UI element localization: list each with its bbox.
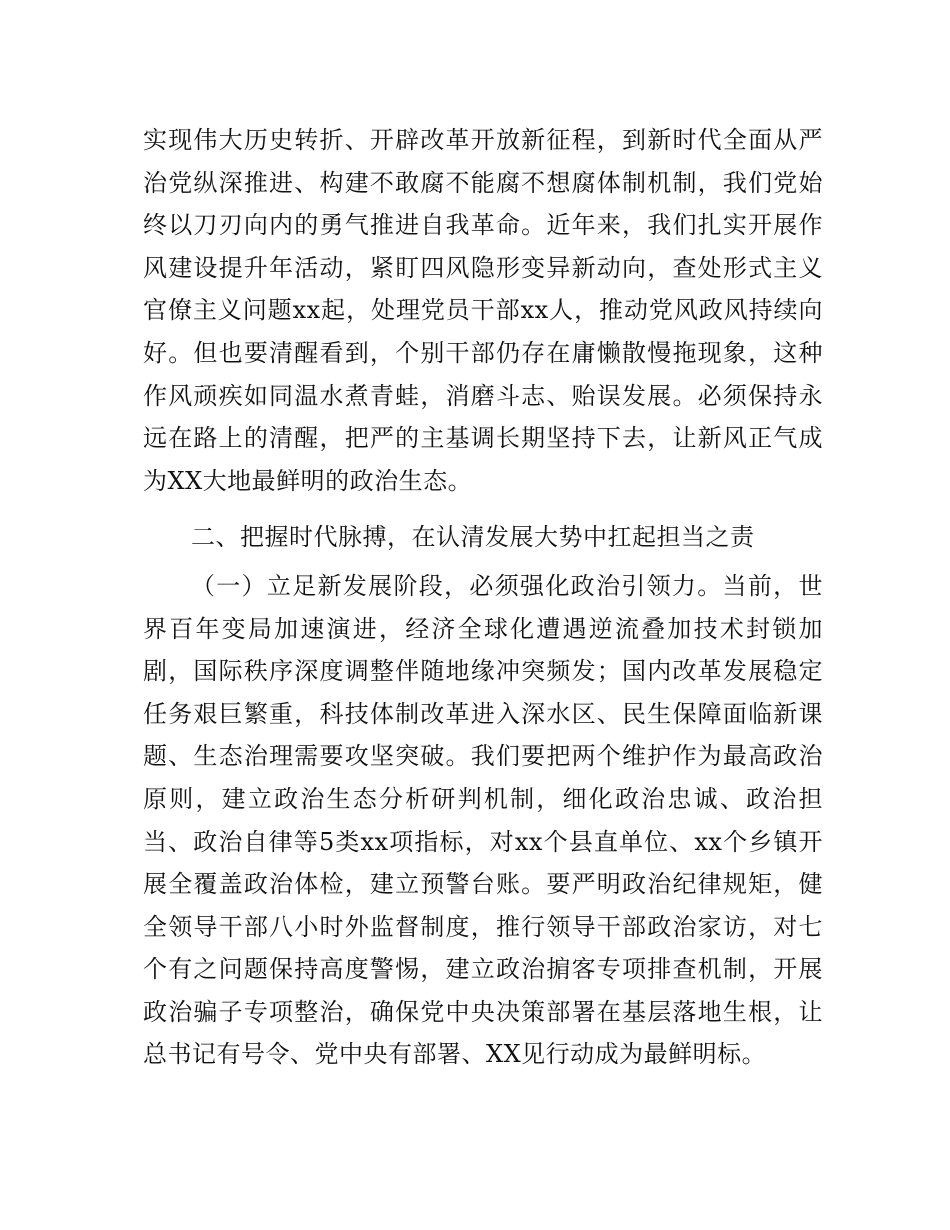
paragraph-subsection-1: （一）立足新发展阶段，必须强化政治引领力。当前，世界百年变局加速演进，经济全球化遭遇逆流叠加技术封锁加剧，国际秩序深度调整伴随地缘冲突频发；国内改革发展稳定任务艰巨繁重，科技体制改革进入深水区、民生保障面临新课题、生态治理需要攻坚突破。我们要把两个维护作为最高政治原则，建立政治生态分析研判机制，细化政治忠诚、政治担当、政治自律等5类xx项指标，对xx个县直单位、xx个乡镇开展全覆盖政治体检，建立预警台账。要严明政治纪律规矩，健全领导干部八小时外监督制度，推行领导干部政治家访，对七个有之问题保持高度警惕，建立政治掮客专项排查机制，开展政治骗子专项整治，确保党中央决策部署在基层落地生根，让总书记有号令、党中央有部署、XX见行动成为最鲜明标。 [143, 571, 823, 1069]
paragraph-continuation: 实现伟大历史转折、开辟改革开放新征程，到新时代全面从严治党纵深推进、构建不敢腐不能腐不想腐体制机制，我们党始终以刀刃向内的勇气推进自我革命。近年来，我们扎实开展作风建设提升年活动，紧盯四风隐形变异新动向，查处形式主义官僚主义问题xx起，处理党员干部xx人，推动党风政风持续向好。但也要清醒看到，个别干部仍存在庸懒散慢拖现象，这种作风顽疾如同温水煮青蛙，消磨斗志、贻误发展。必须保持永远在路上的清醒，把严的主基调长期坚持下去，让新风正气成为XX大地最鲜明的政治生态。 [143, 126, 823, 495]
document-body [143, 119, 823, 1076]
paragraph-gap [143, 502, 823, 516]
section-heading: 二、把握时代脉搏，在认清发展大势中扛起担当之责 [191, 523, 755, 552]
